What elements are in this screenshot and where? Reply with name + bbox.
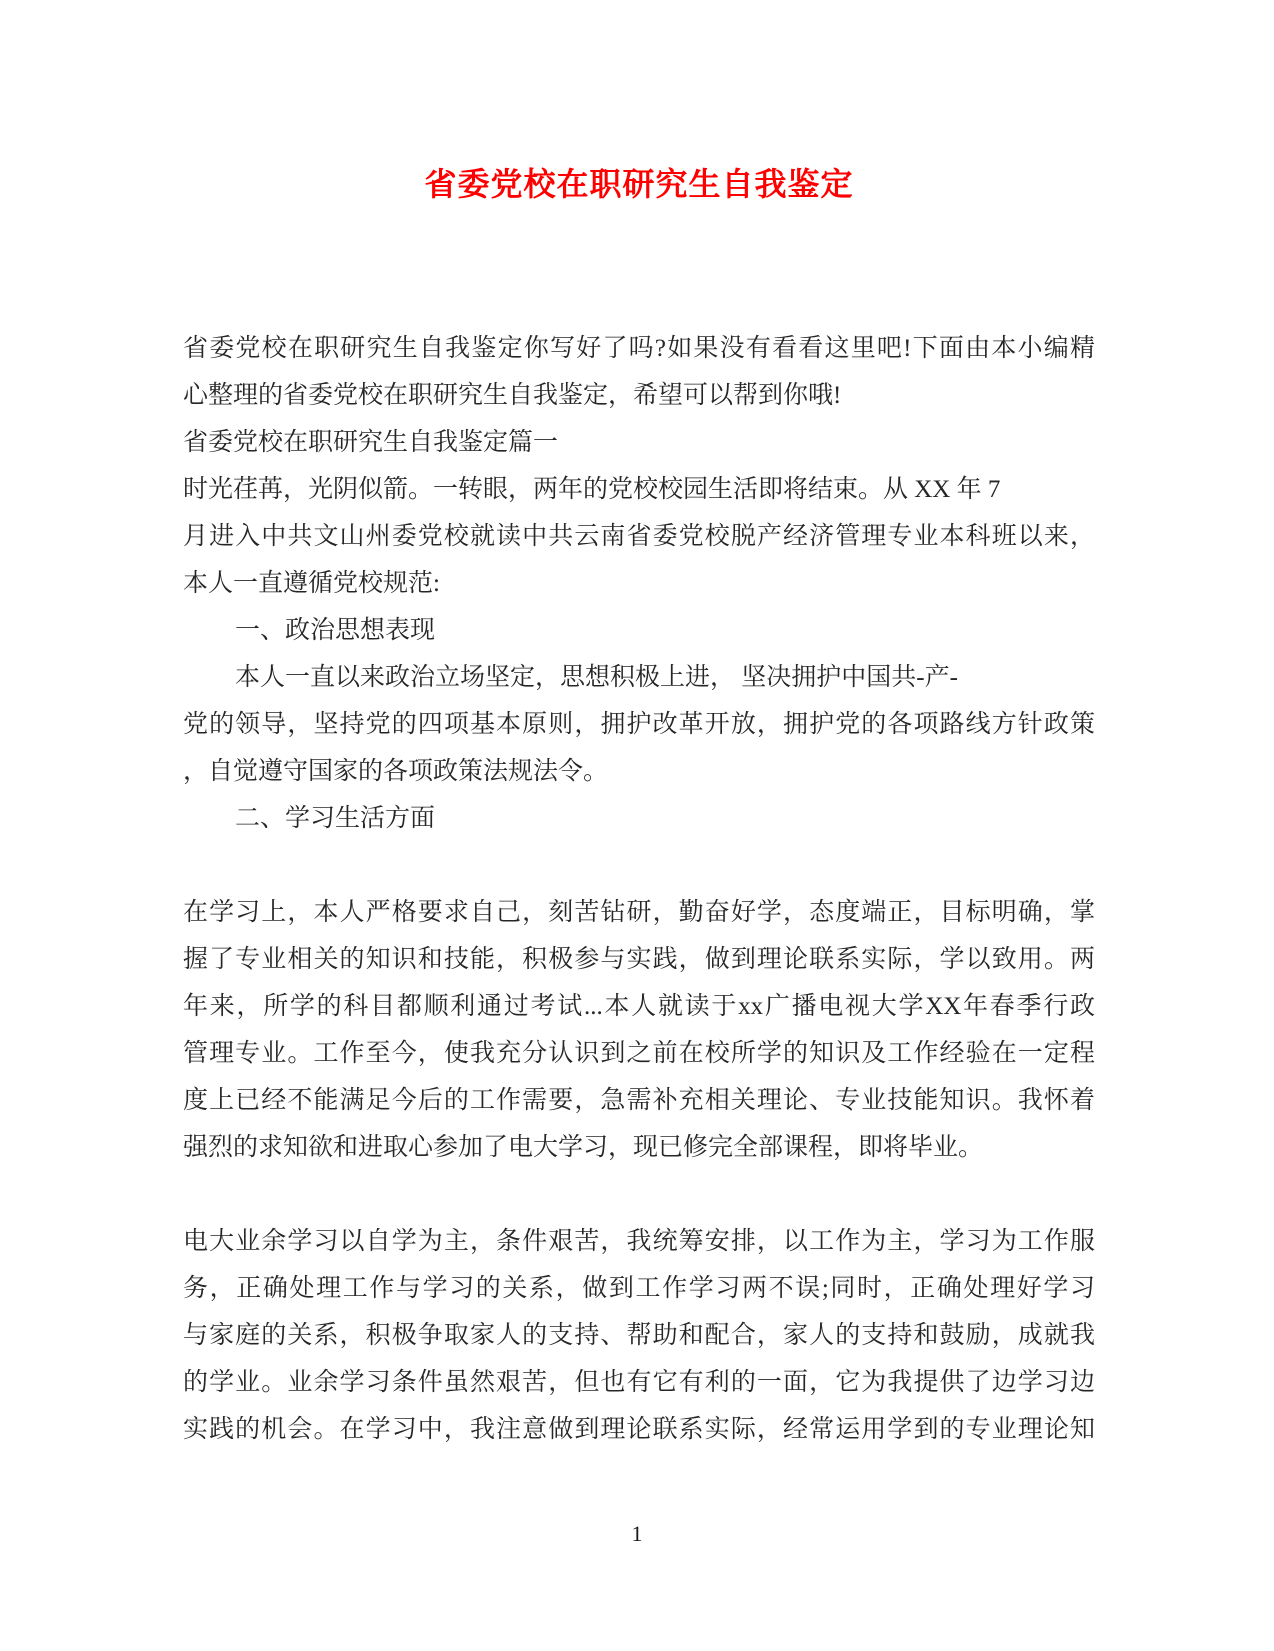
text-line: 与家庭的关系，积极争取家人的支持、帮助和配合，家人的支持和鼓励，成就我 bbox=[183, 1322, 1095, 1349]
text-line: 省委党校在职研究生自我鉴定篇一 bbox=[183, 429, 559, 456]
text-line: 强烈的求知欲和进取心参加了电大学习，现已修完全部课程，即将毕业。 bbox=[183, 1134, 984, 1161]
text-line: 心整理的省委党校在职研究生自我鉴定，希望可以帮到你哦! bbox=[183, 382, 842, 409]
text-line: 时光荏苒，光阴似箭。一转眼，两年的党校校园生活即将结束。从 XX 年 7 bbox=[183, 476, 1001, 503]
text-line: 度上已经不能满足今后的工作需要，急需补充相关理论、专业技能知识。我怀着 bbox=[183, 1087, 1095, 1114]
text-line: 本人一直以来政治立场坚定，思想积极上进， 坚决拥护中国共-产- bbox=[235, 664, 958, 691]
text-line: 实践的机会。在学习中，我注意做到理论联系实际，经常运用学到的专业理论知 bbox=[183, 1416, 1095, 1443]
text-line: 一、政治思想表现 bbox=[235, 617, 436, 644]
text-line: 务，正确处理工作与学习的关系，做到工作学习两不误;同时，正确处理好学习 bbox=[183, 1275, 1095, 1302]
text-line: ，自觉遵守国家的各项政策法规法令。 bbox=[183, 758, 609, 785]
text-line: 的学业。业余学习条件虽然艰苦，但也有它有利的一面，它为我提供了边学习边 bbox=[183, 1369, 1095, 1396]
page-number: 1 bbox=[631, 1521, 643, 1546]
text-line: 在学习上，本人严格要求自己，刻苦钻研，勤奋好学，态度端正，目标明确，掌 bbox=[183, 899, 1095, 926]
page-footer bbox=[0, 1518, 1274, 1550]
text-line: 月进入中共文山州委党校就读中共云南省委党校脱产经济管理专业本科班以来， bbox=[183, 523, 1095, 550]
document-body bbox=[183, 325, 1095, 1453]
text-line: 省委党校在职研究生自我鉴定你写好了吗?如果没有看看这里吧!下面由本小编精 bbox=[183, 335, 1095, 362]
text-line: 党的领导，坚持党的四项基本原则，拥护改革开放，拥护党的各项路线方针政策 bbox=[183, 711, 1095, 738]
blank-line bbox=[183, 1171, 1095, 1218]
blank-line bbox=[183, 842, 1095, 889]
text-line: 年来，所学的科目都顺利通过考试...本人就读于xx广播电视大学XX年春季行政 bbox=[183, 993, 1095, 1020]
text-line: 管理专业。工作至今，使我充分认识到之前在校所学的知识及工作经验在一定程 bbox=[183, 1040, 1095, 1067]
text-line: 本人一直遵循党校规范: bbox=[183, 570, 440, 597]
text-line: 握了专业相关的知识和技能，积极参与实践，做到理论联系实际，学以致用。两 bbox=[183, 946, 1095, 973]
text-line: 电大业余学习以自学为主，条件艰苦，我统筹安排，以工作为主，学习为工作服 bbox=[183, 1228, 1095, 1255]
text-line: 二、学习生活方面 bbox=[235, 805, 436, 832]
document-title: 省委党校在职研究生自我鉴定 bbox=[424, 166, 854, 202]
